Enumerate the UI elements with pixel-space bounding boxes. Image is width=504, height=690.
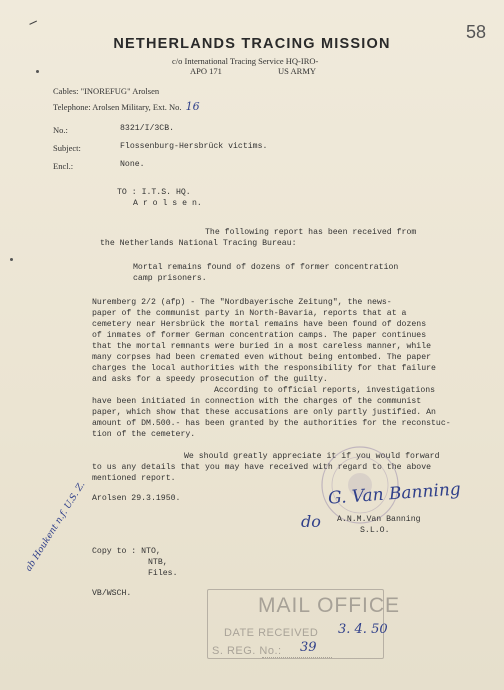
signatory-name: A.N.M.Van Banning: [337, 515, 421, 524]
address-to: TO : I.T.S. HQ.: [117, 188, 191, 197]
stamp-reg-underline: [262, 657, 332, 658]
body-paragraph-1-line: charges the local authorities with the responsibility for that failure: [92, 364, 436, 373]
body-paragraph-1-line: of inmates of former German concentration camps. The paper continues: [92, 331, 427, 340]
reference-initials: VB/WSCH.: [92, 589, 132, 598]
body-paragraph-2-line: tion of the cemetery.: [92, 430, 196, 439]
body-paragraph-1-line: that the mortal remnants were buried in a most careless manner, while: [92, 342, 432, 351]
copy-to-line-3: Files.: [148, 569, 178, 578]
page-number: 58: [465, 22, 486, 42]
copy-to-line-2: NTB,: [148, 558, 168, 567]
encl-value: None.: [120, 160, 145, 169]
letterhead-title: NETHERLANDS TRACING MISSION: [113, 36, 391, 52]
body-paragraph-3-line: We should greatly appreciate it if you would forward: [184, 452, 440, 461]
stamp-title: MAIL OFFICE: [258, 594, 401, 617]
body-paragraph-2-line: amount of DM.500.- has been granted by the authorities for the reconstuc-: [92, 419, 451, 428]
letterhead-apo: APO 171: [190, 66, 222, 76]
headline-line-2: camp prisoners.: [133, 274, 207, 283]
subject-value: Flossenburg-Hersbrück victims.: [120, 142, 268, 151]
body-paragraph-3-line: mentioned report.: [92, 474, 176, 483]
stamp-reg-label: S. REG. No.:: [212, 645, 282, 657]
copy-to-label: Copy to : NTO,: [92, 547, 161, 556]
no-label: No.:: [53, 125, 68, 135]
letterhead-care-of: c/o International Tracing Service HQ-IRO-: [172, 56, 319, 66]
intro-line-2: the Netherlands National Tracing Bureau:: [100, 239, 297, 248]
paper-hole: [36, 70, 39, 73]
extension-number: 16: [185, 100, 200, 113]
body-paragraph-1-line: paper of the communist party in North-Bavaria, reports that at a: [92, 309, 407, 318]
subject-label: Subject:: [53, 143, 81, 153]
telephone-label: Telephone: Arolsen Military, Ext. No.: [53, 102, 182, 112]
no-value: 8321/I/3CB.: [120, 124, 175, 133]
body-paragraph-2-line: According to official reports, investigations: [214, 386, 436, 395]
stamp-reg-value: 39: [300, 640, 317, 655]
body-paragraph-2-line: paper, which show that these accusations are only partly justified. An: [92, 408, 436, 417]
signatory-role: S.L.O.: [360, 526, 390, 535]
telephone-line: [53, 100, 200, 113]
encl-label: Encl.:: [53, 161, 74, 171]
body-paragraph-1-line: many corpses had been cremated even without being entombed. The paper: [92, 353, 432, 362]
stamp-date-value: 3. 4. 50: [338, 622, 388, 637]
paper-hole: [10, 258, 13, 261]
intro-line-1: The following report has been received from: [205, 228, 417, 237]
address-place: A r o l s e n.: [133, 199, 202, 208]
body-paragraph-2-line: have been initiated in connection with the charges of the communist: [92, 397, 422, 406]
body-paragraph-1-line: and asks for a speedy prosecution of the guilty.: [92, 375, 328, 384]
body-paragraph-1-line: cemetery near Hersbrück the mortal remains have been found of dozens: [92, 320, 427, 329]
stamp-date-label: DATE RECEIVED: [224, 627, 319, 639]
headline-line-1: Mortal remains found of dozens of former concentration: [133, 263, 399, 272]
letterhead-army: US ARMY: [278, 66, 317, 76]
body-paragraph-3-line: to us any details that you may have received with regard to the above: [92, 463, 432, 472]
place-and-date: Arolsen 29.3.1950.: [92, 494, 181, 503]
cables-line: Cables: "INOREFUG" Arolsen: [53, 86, 160, 96]
handwritten-initials: do: [301, 512, 321, 531]
ink-mark: [29, 21, 38, 29]
body-paragraph-1-line: Nuremberg 2/2 (afp) - The "Nordbayerische Zeitung", the news-: [92, 298, 392, 307]
handwritten-signature: G. Van Banning: [327, 479, 462, 509]
handwritten-margin-note: ab Houkent n.f. U.S. Z.: [24, 480, 88, 574]
